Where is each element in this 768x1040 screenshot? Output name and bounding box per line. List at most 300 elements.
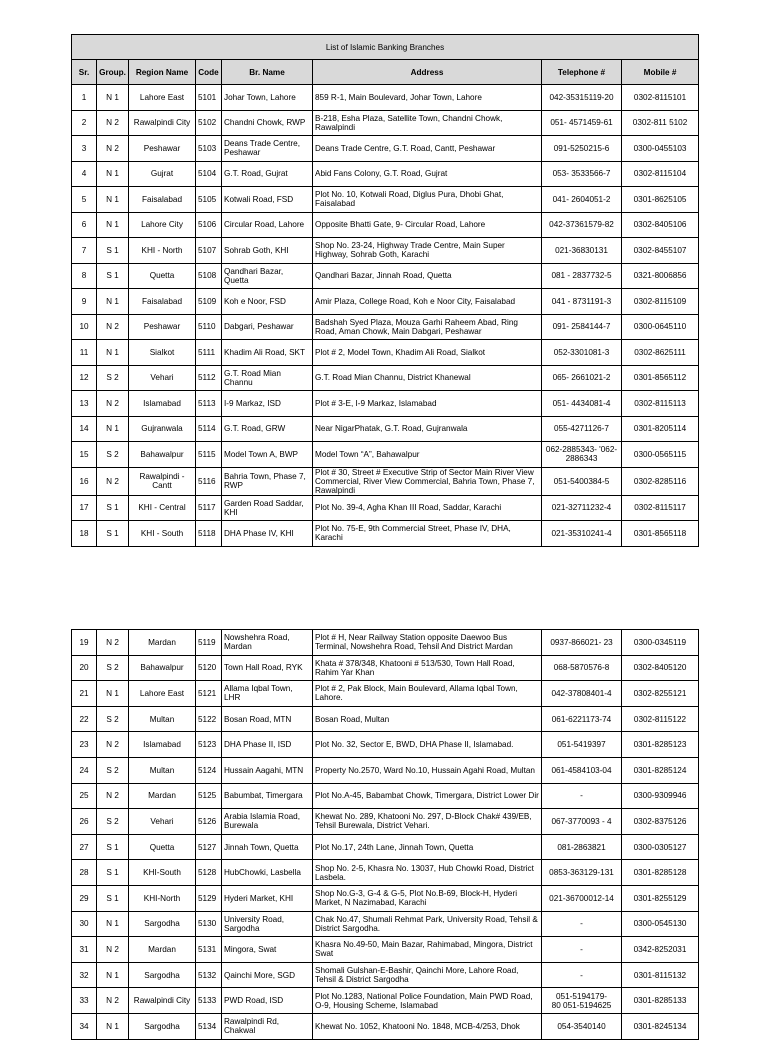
cell-mobile: 0302-8115117 [622, 495, 699, 521]
col-header-group: Group. [97, 60, 129, 85]
cell-telephone: 091-5250215-6 [542, 136, 622, 162]
cell-region: Multan [129, 757, 196, 783]
cell-branch: I-9 Markaz, ISD [222, 391, 313, 417]
cell-branch: Jinnah Town, Quetta [222, 834, 313, 860]
cell-mobile: 0302-8405106 [622, 212, 699, 238]
cell-code: 5128 [196, 860, 222, 886]
cell-code: 5117 [196, 495, 222, 521]
cell-mobile: 0302-8405120 [622, 655, 699, 681]
branches-table-2 [71, 629, 699, 1040]
cell-address: Khewat No. 289, Khatooni No. 297, D-Block Chak# 439/EB, Tehsil Burewala, District Vehari. [313, 809, 542, 835]
cell-region: Mardan [129, 783, 196, 809]
cell-branch: Hyderi Market, KHI [222, 885, 313, 911]
cell-telephone: 021-35310241-4 [542, 521, 622, 547]
cell-code: 5126 [196, 809, 222, 835]
cell-sr: 17 [72, 495, 97, 521]
cell-mobile: 0302-8115104 [622, 161, 699, 187]
cell-sr: 29 [72, 885, 97, 911]
cell-branch: Qainchi More, SGD [222, 962, 313, 988]
cell-mobile: 0301-8625105 [622, 187, 699, 213]
cell-sr: 30 [72, 911, 97, 937]
cell-mobile: 0300-0565115 [622, 442, 699, 468]
cell-sr: 11 [72, 340, 97, 366]
cell-branch: Sohrab Goth, KHI [222, 238, 313, 264]
cell-telephone: 055-4271126-7 [542, 416, 622, 442]
cell-region: Quetta [129, 263, 196, 289]
cell-address: Plot No.A-45, Babambat Chowk, Timergara, District Lower Dir [313, 783, 542, 809]
cell-address: Khasra No.49-50, Main Bazar, Rahimabad, Mingora, District Swat [313, 937, 542, 963]
cell-code: 5102 [196, 110, 222, 136]
cell-address: Deans Trade Centre, G.T. Road, Cantt, Peshawar [313, 136, 542, 162]
cell-address: Shop No.G-3, G-4 & G-5, Plot No.B-69, Block-H, Hyderi Market, N Nazimabad, Karachi [313, 885, 542, 911]
cell-code: 5124 [196, 757, 222, 783]
cell-branch: Khadim Ali Road, SKT [222, 340, 313, 366]
cell-telephone: 041- 2604051-2 [542, 187, 622, 213]
cell-address: 859 R-1, Main Boulevard, Johar Town, Lahore [313, 85, 542, 111]
cell-branch: Bosan Road, MTN [222, 706, 313, 732]
cell-code: 5125 [196, 783, 222, 809]
cell-branch: Koh e Noor, FSD [222, 289, 313, 315]
cell-code: 5105 [196, 187, 222, 213]
cell-branch: Kotwali Road, FSD [222, 187, 313, 213]
cell-code: 5104 [196, 161, 222, 187]
cell-group: S 1 [97, 860, 129, 886]
cell-address: Chak No.47, Shumali Rehmat Park, University Road, Tehsil & District Sargodha. [313, 911, 542, 937]
cell-mobile: 0302-8115109 [622, 289, 699, 315]
cell-sr: 2 [72, 110, 97, 136]
cell-code: 5115 [196, 442, 222, 468]
cell-telephone: 052-3301081-3 [542, 340, 622, 366]
cell-group: N 2 [97, 732, 129, 758]
table-row [72, 1013, 699, 1039]
cell-address: Plot No. 10, Kotwali Road, Diglus Pura, Dhobi Ghat, Faisalabad [313, 187, 542, 213]
cell-region: Lahore City [129, 212, 196, 238]
cell-telephone: 068-5870576-8 [542, 655, 622, 681]
cell-region: Vehari [129, 365, 196, 391]
cell-mobile: 0302-8455107 [622, 238, 699, 264]
cell-group: S 2 [97, 706, 129, 732]
cell-address: Plot # 2, Model Town, Khadim Ali Road, Sialkot [313, 340, 542, 366]
cell-address: Plot No. 75-E, 9th Commercial Street, Phase IV, DHA, Karachi [313, 521, 542, 547]
table-row [72, 655, 699, 681]
cell-address: B-218, Esha Plaza, Satellite Town, Chandni Chowk, Rawalpindi [313, 110, 542, 136]
cell-mobile: 0301-8245134 [622, 1013, 699, 1039]
cell-address: Shop No. 2-5, Khasra No. 13037, Hub Chowki Road, District Lasbela. [313, 860, 542, 886]
cell-code: 5132 [196, 962, 222, 988]
cell-branch: G.T. Road, GRW [222, 416, 313, 442]
cell-telephone: 091- 2584144-7 [542, 314, 622, 340]
cell-group: N 1 [97, 1013, 129, 1039]
cell-mobile: 0302-811 5102 [622, 110, 699, 136]
cell-group: N 2 [97, 630, 129, 656]
cell-sr: 8 [72, 263, 97, 289]
cell-telephone: 042-35315119-20 [542, 85, 622, 111]
cell-code: 5116 [196, 467, 222, 495]
cell-group: N 2 [97, 783, 129, 809]
cell-telephone: 051-5419397 [542, 732, 622, 758]
cell-branch: Nowshehra Road, Mardan [222, 630, 313, 656]
table-row [72, 630, 699, 656]
cell-branch: Johar Town, Lahore [222, 85, 313, 111]
cell-region: Sialkot [129, 340, 196, 366]
cell-group: N 1 [97, 962, 129, 988]
table-row [72, 885, 699, 911]
cell-sr: 15 [72, 442, 97, 468]
cell-branch: Babumbat, Timergara [222, 783, 313, 809]
cell-address: Property No.2570, Ward No.10, Hussain Agahi Road, Multan [313, 757, 542, 783]
cell-sr: 20 [72, 655, 97, 681]
cell-mobile: 0342-8252031 [622, 937, 699, 963]
cell-telephone: 061-6221173-74 [542, 706, 622, 732]
cell-code: 5119 [196, 630, 222, 656]
table-row [72, 187, 699, 213]
table-row [72, 860, 699, 886]
cell-group: S 2 [97, 809, 129, 835]
cell-code: 5109 [196, 289, 222, 315]
cell-sr: 24 [72, 757, 97, 783]
cell-region: Sargodha [129, 911, 196, 937]
cell-telephone: 081-2863821 [542, 834, 622, 860]
cell-region: Mardan [129, 630, 196, 656]
cell-address: G.T. Road Mian Channu, District Khanewal [313, 365, 542, 391]
col-header-code: Code [196, 60, 222, 85]
cell-mobile: 0301-8255129 [622, 885, 699, 911]
cell-region: Lahore East [129, 85, 196, 111]
cell-group: S 2 [97, 757, 129, 783]
cell-branch: Chandni Chowk, RWP [222, 110, 313, 136]
cell-telephone: 067-3770093 - 4 [542, 809, 622, 835]
cell-region: Lahore East [129, 681, 196, 707]
cell-branch: Mingora, Swat [222, 937, 313, 963]
cell-group: N 2 [97, 314, 129, 340]
cell-region: Gujrat [129, 161, 196, 187]
cell-group: N 1 [97, 187, 129, 213]
cell-branch: Circular Road, Lahore [222, 212, 313, 238]
cell-telephone: 061-4584103-04 [542, 757, 622, 783]
table-row [72, 136, 699, 162]
table-row [72, 442, 699, 468]
table-row [72, 495, 699, 521]
cell-sr: 18 [72, 521, 97, 547]
cell-telephone: 021-36830131 [542, 238, 622, 264]
table-row [72, 757, 699, 783]
cell-group: N 2 [97, 988, 129, 1014]
cell-address: Plot # 2, Pak Block, Main Boulevard, Allama Iqbal Town, Lahore. [313, 681, 542, 707]
cell-address: Khewat No. 1052, Khatooni No. 1848, MCB-4/253, Dhok [313, 1013, 542, 1039]
table-row [72, 161, 699, 187]
table-1-body [72, 85, 699, 547]
cell-group: S 2 [97, 655, 129, 681]
table-row [72, 212, 699, 238]
cell-address: Abid Fans Colony, G.T. Road, Gujrat [313, 161, 542, 187]
table-row [72, 238, 699, 264]
cell-sr: 9 [72, 289, 97, 315]
cell-address: Qandhari Bazar, Jinnah Road, Quetta [313, 263, 542, 289]
col-header-region: Region Name [129, 60, 196, 85]
cell-code: 5118 [196, 521, 222, 547]
table-row [72, 391, 699, 417]
cell-address: Plot No.1283, National Police Foundation, Main PWD Road, O-9, Housing Scheme, Islamabad [313, 988, 542, 1014]
cell-region: Quetta [129, 834, 196, 860]
cell-address: Near NigarPhatak, G.T. Road, Gujranwala [313, 416, 542, 442]
cell-mobile: 0301-8565112 [622, 365, 699, 391]
cell-group: N 2 [97, 467, 129, 495]
cell-group: N 1 [97, 212, 129, 238]
cell-mobile: 0301-8205114 [622, 416, 699, 442]
table-row [72, 416, 699, 442]
cell-address: Opposite Bhatti Gate, 9- Circular Road, Lahore [313, 212, 542, 238]
cell-region: KHI - Central [129, 495, 196, 521]
cell-sr: 28 [72, 860, 97, 886]
cell-branch: University Road, Sargodha [222, 911, 313, 937]
table-row [72, 706, 699, 732]
table-row [72, 937, 699, 963]
cell-region: Faisalabad [129, 187, 196, 213]
cell-code: 5123 [196, 732, 222, 758]
cell-telephone: - [542, 962, 622, 988]
cell-branch: G.T. Road Mian Channu [222, 365, 313, 391]
cell-sr: 13 [72, 391, 97, 417]
cell-sr: 19 [72, 630, 97, 656]
cell-code: 5134 [196, 1013, 222, 1039]
cell-address: Plot No.17, 24th Lane, Jinnah Town, Quetta [313, 834, 542, 860]
cell-code: 5110 [196, 314, 222, 340]
cell-telephone: 021-36700012-14 [542, 885, 622, 911]
title-row [72, 35, 699, 60]
cell-telephone: 051- 4571459-61 [542, 110, 622, 136]
cell-group: N 1 [97, 85, 129, 111]
cell-telephone: 053- 3533566-7 [542, 161, 622, 187]
cell-address: Plot # 3-E, I-9 Markaz, Islamabad [313, 391, 542, 417]
cell-region: KHI - South [129, 521, 196, 547]
cell-address: Khata # 378/348, Khatooni # 513/530, Town Hall Road, Rahim Yar Khan [313, 655, 542, 681]
cell-mobile: 0302-8375126 [622, 809, 699, 835]
cell-code: 5121 [196, 681, 222, 707]
cell-group: S 2 [97, 442, 129, 468]
cell-group: S 1 [97, 885, 129, 911]
cell-sr: 32 [72, 962, 97, 988]
cell-sr: 6 [72, 212, 97, 238]
cell-group: S 1 [97, 495, 129, 521]
cell-telephone: 062-2885343- '062-2886343 [542, 442, 622, 468]
cell-mobile: 0300-0645110 [622, 314, 699, 340]
cell-region: Sargodha [129, 1013, 196, 1039]
cell-address: Plot # H, Near Railway Station opposite Daewoo Bus Terminal, Nowshehra Road, Tehsil And District Mardan [313, 630, 542, 656]
cell-address: Plot No. 39-4, Agha Khan III Road, Saddar, Karachi [313, 495, 542, 521]
cell-sr: 25 [72, 783, 97, 809]
cell-sr: 3 [72, 136, 97, 162]
cell-mobile: 0301-8285123 [622, 732, 699, 758]
cell-address: Plot # 30, Street # Executive Strip of Sector Main River View Commercial, River View Commercial, Bahria Town, Phase 7, Rawalpindi [313, 467, 542, 495]
cell-group: S 2 [97, 365, 129, 391]
cell-group: N 1 [97, 416, 129, 442]
cell-code: 5112 [196, 365, 222, 391]
cell-sr: 14 [72, 416, 97, 442]
cell-mobile: 0300-0305127 [622, 834, 699, 860]
cell-sr: 31 [72, 937, 97, 963]
cell-region: KHI - North [129, 238, 196, 264]
cell-branch: DHA Phase II, ISD [222, 732, 313, 758]
branches-table-1 [71, 34, 699, 547]
cell-sr: 1 [72, 85, 97, 111]
col-header-sr: Sr. [72, 60, 97, 85]
cell-mobile: 0302-8255121 [622, 681, 699, 707]
cell-mobile: 0300-9309946 [622, 783, 699, 809]
cell-telephone: 021-32711232-4 [542, 495, 622, 521]
table-row [72, 263, 699, 289]
cell-mobile: 0301-8285124 [622, 757, 699, 783]
cell-telephone: - [542, 783, 622, 809]
cell-code: 5111 [196, 340, 222, 366]
cell-group: S 1 [97, 834, 129, 860]
table-row [72, 962, 699, 988]
cell-region: Mardan [129, 937, 196, 963]
table-row [72, 732, 699, 758]
cell-telephone: 0937-866021- 23 [542, 630, 622, 656]
table-row [72, 289, 699, 315]
cell-address: Shop No. 23-24, Highway Trade Centre, Main Super Highway, Sohrab Goth, Karachi [313, 238, 542, 264]
cell-code: 5114 [196, 416, 222, 442]
cell-branch: Allama Iqbal Town, LHR [222, 681, 313, 707]
cell-group: S 1 [97, 521, 129, 547]
cell-sr: 23 [72, 732, 97, 758]
cell-telephone: 042-37361579-82 [542, 212, 622, 238]
cell-telephone: 065- 2661021-2 [542, 365, 622, 391]
cell-code: 5113 [196, 391, 222, 417]
cell-group: N 1 [97, 161, 129, 187]
cell-sr: 5 [72, 187, 97, 213]
table-row [72, 467, 699, 495]
cell-sr: 10 [72, 314, 97, 340]
cell-branch: DHA Phase IV, KHI [222, 521, 313, 547]
table-row [72, 521, 699, 547]
cell-branch: Deans Trade Centre, Peshawar [222, 136, 313, 162]
cell-mobile: 0302-8115101 [622, 85, 699, 111]
cell-telephone: 0853-363129-131 [542, 860, 622, 886]
cell-code: 5107 [196, 238, 222, 264]
cell-sr: 21 [72, 681, 97, 707]
cell-branch: Bahria Town, Phase 7, RWP [222, 467, 313, 495]
cell-address: Model Town “A”, Bahawalpur [313, 442, 542, 468]
cell-group: N 2 [97, 136, 129, 162]
table-row [72, 988, 699, 1014]
cell-branch: Dabgari, Peshawar [222, 314, 313, 340]
cell-branch: Rawalpindi Rd, Chakwal [222, 1013, 313, 1039]
cell-code: 5106 [196, 212, 222, 238]
cell-code: 5103 [196, 136, 222, 162]
cell-mobile: 0302-8115122 [622, 706, 699, 732]
cell-telephone: 051- 4434081-4 [542, 391, 622, 417]
table-row [72, 340, 699, 366]
cell-group: N 1 [97, 681, 129, 707]
cell-sr: 22 [72, 706, 97, 732]
table-row [72, 85, 699, 111]
cell-region: Peshawar [129, 136, 196, 162]
col-header-branch: Br. Name [222, 60, 313, 85]
cell-region: Rawalpindi City [129, 988, 196, 1014]
cell-sr: 16 [72, 467, 97, 495]
cell-address: Bosan Road, Multan [313, 706, 542, 732]
table-row [72, 783, 699, 809]
cell-sr: 12 [72, 365, 97, 391]
cell-branch: G.T. Road, Gujrat [222, 161, 313, 187]
cell-address: Shomali Gulshan-E-Bashir, Qainchi More, Lahore Road, Tehsil & District Sargodha [313, 962, 542, 988]
cell-code: 5127 [196, 834, 222, 860]
cell-mobile: 0301-8115132 [622, 962, 699, 988]
cell-sr: 34 [72, 1013, 97, 1039]
table-row [72, 110, 699, 136]
cell-sr: 33 [72, 988, 97, 1014]
cell-address: Amir Plaza, College Road, Koh e Noor City, Faisalabad [313, 289, 542, 315]
cell-telephone: 054-3540140 [542, 1013, 622, 1039]
table-row [72, 314, 699, 340]
cell-telephone: 051-5194179-80 051-5194625 [542, 988, 622, 1014]
cell-sr: 27 [72, 834, 97, 860]
col-header-telephone: Telephone # [542, 60, 622, 85]
cell-group: S 1 [97, 238, 129, 264]
cell-region: Islamabad [129, 391, 196, 417]
cell-telephone: 081 - 2837732-5 [542, 263, 622, 289]
document-title: List of Islamic Banking Branches [72, 35, 699, 60]
cell-group: N 2 [97, 937, 129, 963]
cell-branch: Arabia Islamia Road, Burewala [222, 809, 313, 835]
table-row [72, 809, 699, 835]
cell-address: Plot No. 32, Sector E, BWD, DHA Phase II, Islamabad. [313, 732, 542, 758]
cell-group: N 2 [97, 391, 129, 417]
cell-mobile: 0302-8115113 [622, 391, 699, 417]
cell-mobile: 0302-8285116 [622, 467, 699, 495]
cell-code: 5120 [196, 655, 222, 681]
table-row [72, 911, 699, 937]
cell-branch: Town Hall Road, RYK [222, 655, 313, 681]
cell-region: Vehari [129, 809, 196, 835]
cell-mobile: 0300-0545130 [622, 911, 699, 937]
cell-branch: Garden Road Saddar, KHI [222, 495, 313, 521]
cell-region: Sargodha [129, 962, 196, 988]
cell-telephone: - [542, 937, 622, 963]
col-header-mobile: Mobile # [622, 60, 699, 85]
table-row [72, 365, 699, 391]
cell-region: Islamabad [129, 732, 196, 758]
col-header-address: Address [313, 60, 542, 85]
cell-group: N 2 [97, 110, 129, 136]
cell-sr: 7 [72, 238, 97, 264]
cell-region: Faisalabad [129, 289, 196, 315]
cell-mobile: 0301-8285133 [622, 988, 699, 1014]
cell-code: 5133 [196, 988, 222, 1014]
cell-code: 5129 [196, 885, 222, 911]
cell-code: 5101 [196, 85, 222, 111]
cell-region: Peshawar [129, 314, 196, 340]
cell-code: 5130 [196, 911, 222, 937]
cell-code: 5108 [196, 263, 222, 289]
table-2-body [72, 630, 699, 1040]
cell-address: Badshah Syed Plaza, Mouza Garhi Raheem Abad, Ring Road, Aman Chowk, Main Dabgari, Peshawar [313, 314, 542, 340]
cell-branch: Qandhari Bazar, Quetta [222, 263, 313, 289]
cell-code: 5122 [196, 706, 222, 732]
cell-telephone: 051-5400384-5 [542, 467, 622, 495]
cell-region: Rawalpindi City [129, 110, 196, 136]
cell-group: N 1 [97, 340, 129, 366]
cell-mobile: 0321-8006856 [622, 263, 699, 289]
table-row [72, 681, 699, 707]
table-row [72, 834, 699, 860]
cell-region: KHI-North [129, 885, 196, 911]
cell-region: Multan [129, 706, 196, 732]
cell-telephone: - [542, 911, 622, 937]
cell-sr: 26 [72, 809, 97, 835]
cell-branch: Hussain Aagahi, MTN [222, 757, 313, 783]
